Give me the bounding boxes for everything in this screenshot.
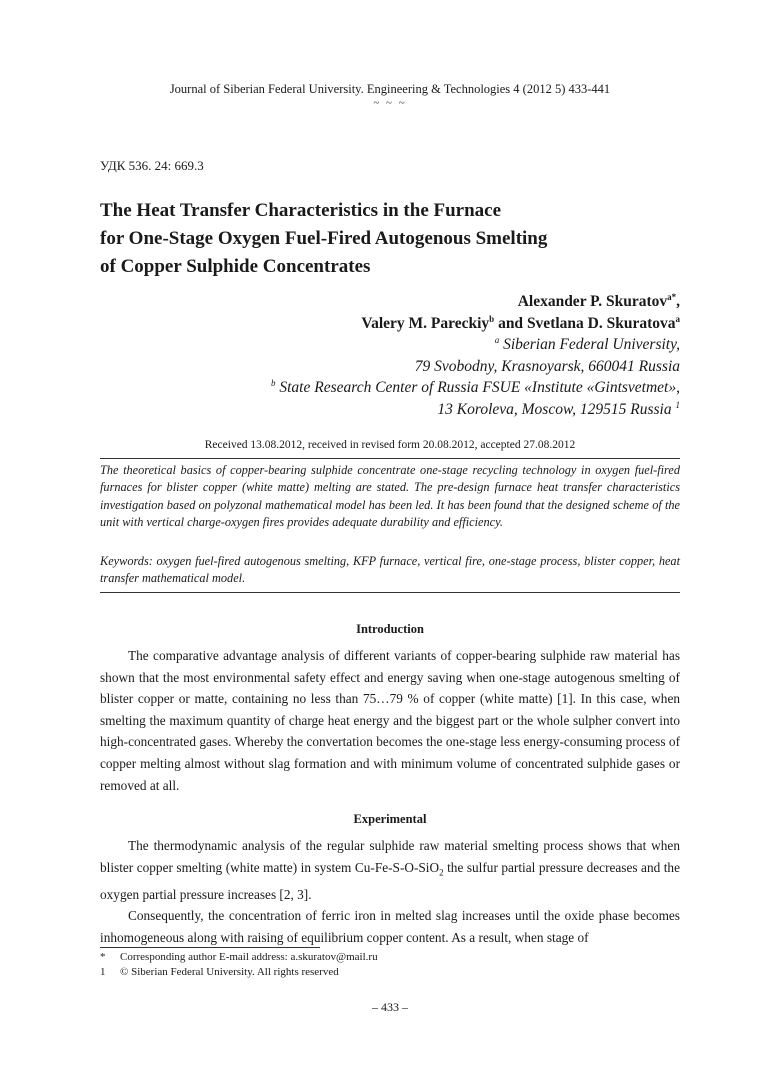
affiliation-b-line-2: 13 Koroleva, Moscow, 129515 Russia $^1$	[437, 399, 680, 418]
udk-code: УДК 536. 24: 669.3	[100, 158, 204, 173]
author-2-affiliation-mark: b	[489, 313, 495, 324]
received-dates: Received 13.08.2012, received in revised form 20.08.2012, accepted 27.08.2012	[204, 439, 576, 451]
title-line-3: of Copper Sulphide Concentrates	[100, 256, 371, 277]
page-number: – 433 –	[372, 1000, 408, 1014]
footnote-copyright: 1 © Siberian Federal University. All rights reserved	[100, 966, 339, 978]
keywords: Keywords: oxygen fuel-fired autogenous smelting, KFP furnace, vertical fire, one-stage process, blister copper, heat transfer mathematical model.	[100, 554, 680, 586]
title-line-2: for One-Stage Oxygen Fuel-Fired Autogenous Smelting	[100, 228, 548, 249]
abstract: The theoretical basics of copper-bearing sulphide concentrate one-stage recycling technology in oxygen fuel-fired furnaces for blister copper (white matte) melting are stated. The pre-design furnace heat transfer characteristics investigation based on polyzonal mathematical model has been led. It has been found that the designed scheme of the unit with vertical charge-oxygen fires provides adequate durability and efficiency.	[100, 463, 680, 529]
title-line-1: The Heat Transfer Characteristics in the Furnace	[100, 200, 502, 221]
author-name-1: Alexander P. Skuratov	[517, 293, 668, 310]
section-heading-introduction: Introduction	[356, 622, 424, 636]
abstract-bottom-rule	[100, 592, 680, 593]
footnote-corresponding-author: * Corresponding author E-mail address: a.skuratov@mail.ru	[100, 951, 378, 963]
affiliation-b-line-1: $^b$ State Research Center of Russia FSUE «Institute «Gintsvetmet»,	[270, 378, 680, 396]
journal-header: Journal of Siberian Federal University. Engineering & Technologies 4 (2012 5) 433-441	[169, 82, 611, 96]
header-tilde-divider: ~ ~ ~	[373, 97, 407, 109]
author-3-affiliation-mark: a	[675, 313, 680, 324]
footnote-rule	[100, 947, 320, 948]
abstract-top-rule	[100, 458, 680, 459]
affiliation-a-line-1: $^a$ Siberian Federal University,	[494, 335, 680, 353]
author-line-1: Alexander P. Skuratov$^{a*}$,	[517, 292, 680, 310]
affiliation-a-line-2: 79 Svobodny, Krasnoyarsk, 660041 Russia	[414, 357, 680, 375]
author-line-2: Valery M. Pareckiy$^b$ and Svetlana D. Skuratova$^a$	[361, 313, 680, 332]
section-heading-experimental: Experimental	[353, 812, 427, 826]
experimental-paragraph-1: The thermodynamic analysis of the regular sulphide raw material smelting process shows that when blister copper smelting (white matte) in system Cu-Fe-S-O-SiO$_2$ the sulfur partial pressure decreases and the oxygen partial pressure increases [2, 3].	[100, 838, 680, 902]
paper-title	[100, 197, 680, 281]
author-name-3: Svetlana D. Skuratova	[526, 314, 676, 332]
introduction-paragraph: The comparative advantage analysis of different variants of copper-bearing sulphide raw material has shown that the most environmental safety effect and energy saving when one-stage autogenous smelting of blister copper or matte, containing no less than 75…79 % of copper (white matte) [1]. In this case, when smelting the maximum quantity of charge heat energy and the biggest part or the whole sulpher convert into high-concentrated gases. Whereby the convertation becomes the one-stage less energy-consuming process of copper melting almost without slag formation and with minimum volume of concentrated sulphide gases or removed at all.	[100, 648, 680, 793]
author-name-2: Valery M. Pareckiy	[361, 314, 490, 332]
author-block	[120, 291, 680, 420]
experimental-paragraph-2: Consequently, the concentration of ferric iron in melted slag increases until the oxide phase becomes inhomogeneous along with raising of equilibrium copper content. As a result, when stage of	[100, 908, 680, 946]
experimental-section	[100, 835, 680, 949]
footnote-ref-1: 1	[675, 399, 680, 410]
author-1-affiliation-mark: a*	[667, 292, 677, 302]
